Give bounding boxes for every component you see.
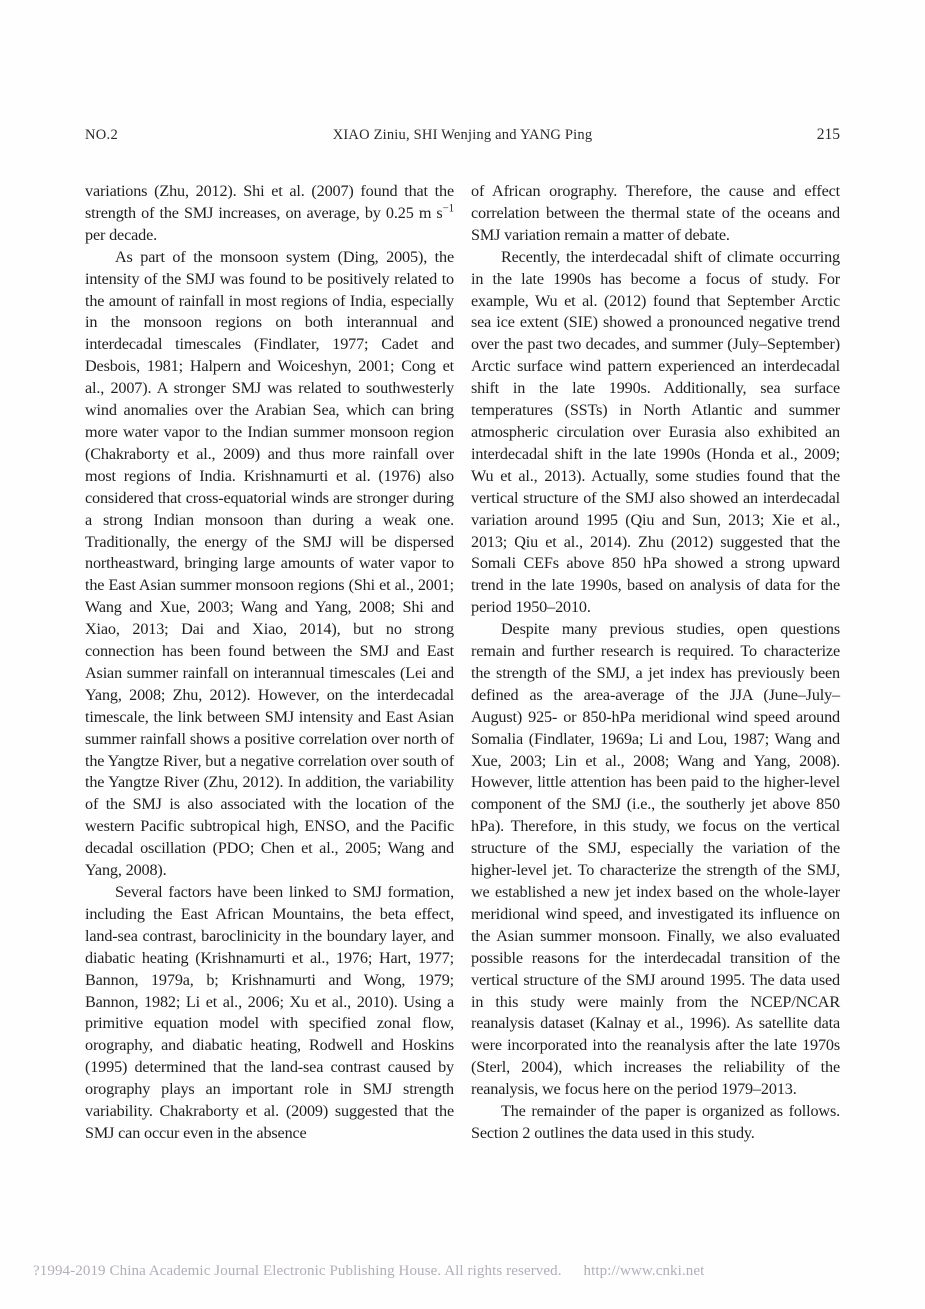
- paragraph: Recently, the interdecadal shift of climate occurring in the late 1990s has become a focus of study. For example, Wu et al. (2012) found that September Arctic sea ice extent (SIE) showed a pronounced negative trend over the past two decades, and summer (July–September) Arctic surface wind pattern experienced an interdecadal shift in the late 1990s. Additionally, sea surface temperatures (SSTs) in North Atlantic and summer atmospheric circulation over Eurasia also exhibited an interdecadal shift in the late 1990s (Honda et al., 2009; Wu et al., 2013). Actually, some studies found that the vertical structure of the SMJ also showed an interdecadal variation around 1995 (Qiu and Sun, 2013; Xie et al., 2013; Qiu et al., 2014). Zhu (2012) suggested that the Somali CEFs above 850 hPa showed a strong upward trend in the late 1990s, based on analysis of data for the period 1950–2010.: [471, 247, 840, 617]
- paragraph-continuation: [85, 181, 454, 247]
- paragraph-text: per decade.: [85, 225, 158, 244]
- paragraph: As part of the monsoon system (Ding, 2005), the intensity of the SMJ was found to be positively related to the amount of rainfall in most regions of India, especially in the monsoon regions on both interannual and interdecadal timescales (Findlater, 1977; Cadet and Desbois, 1981; Halpern and Woiceshyn, 2001; Cong et al., 2007). A stronger SMJ was related to southwesterly wind anomalies over the Arabian Sea, which can bring more water vapor to the Indian summer monsoon region (Chakraborty et al., 2009) and thus more rainfall over most regions of India. Krishnamurti et al. (1976) also considered that cross-equatorial winds are stronger during a strong Indian monsoon than during a weak one. Traditionally, the energy of the SMJ will be dispersed northeastward, bringing large amounts of water vapor to the East Asian summer monsoon regions (Shi et al., 2001; Wang and Xue, 2003; Wang and Yang, 2008; Shi and Xiao, 2013; Dai and Xiao, 2014), but no strong connection has been found between the SMJ and East Asian summer rainfall on interannual timescales (Lei and Yang, 2008; Zhu, 2012). However, on the interdecadal timescale, the link between SMJ intensity and East Asian summer rainfall shows a positive correlation over north of the Yangtze River, but a negative correlation over south of the Yangtze River (Zhu, 2012). In addition, the variability of the SMJ is also associated with the location of the western Pacific subtropical high, ENSO, and the Pacific decadal oscillation (PDO; Chen et al., 2005; Wang and Yang, 2008).: [85, 247, 454, 880]
- page-header: [85, 126, 840, 144]
- paragraph-text: variations (Zhu, 2012). Shi et al. (2007) found that the strength of the SMJ increases, on average, by 0.25 m s: [85, 182, 454, 222]
- copyright-notice: ?1994-2019 China Academic Journal Electronic Publishing House. All rights reserved.: [33, 1263, 562, 1279]
- paragraph: The remainder of the paper is organized as follows. Section 2 outlines the data used in this study.: [471, 1102, 840, 1142]
- page-footer: [33, 1263, 893, 1280]
- running-title: XIAO Ziniu, SHI Wenjing and YANG Ping: [332, 127, 593, 143]
- paragraph-continuation: of African orography. Therefore, the cause and effect correlation between the thermal state of the oceans and SMJ variation remain a matter of debate.: [471, 182, 840, 244]
- left-column: [85, 181, 454, 1145]
- journal-issue-label: NO.2: [85, 127, 119, 143]
- superscript-exponent: −1: [442, 202, 454, 215]
- page-number: 215: [816, 126, 840, 143]
- publisher-url: http://www.cnki.net: [583, 1263, 705, 1279]
- body-text-columns: [85, 181, 840, 1145]
- right-column: [471, 181, 840, 1145]
- paragraph: Despite many previous studies, open questions remain and further research is required. To characterize the strength of the SMJ, a jet index has previously been defined as the area-average of the JJA (June–July–August) 925- or 850-hPa meridional wind speed around Somalia (Findlater, 1969a; Li and Lou, 1987; Wang and Xue, 2003; Lin et al., 2008; Wang and Yang, 2008). However, little attention has been paid to the higher-level component of the SMJ (i.e., the southerly jet above 850 hPa). Therefore, in this study, we focus on the vertical structure of the SMJ, especially the variation of the higher-level jet. To characterize the strength of the SMJ, we established a new jet index based on the whole-layer meridional wind speed, and investigated its influence on the Asian summer monsoon. Finally, we also evaluated possible reasons for the interdecadal transition of the vertical structure of the SMJ around 1995. The data used in this study were mainly from the NCEP/NCAR reanalysis dataset (Kalnay et al., 1996). As satellite data were incorporated into the reanalysis after the late 1970s (Sterl, 2004), which increases the reliability of the reanalysis, we focus here on the period 1979–2013.: [471, 620, 840, 1099]
- paragraph: Several factors have been linked to SMJ formation, including the East African Mountains, the beta effect, land-sea contrast, baroclinicity in the boundary layer, and diabatic heating (Krishnamurti et al., 1976; Hart, 1977; Bannon, 1979a, b; Krishnamurti and Wong, 1979; Bannon, 1982; Li et al., 2006; Xu et al., 2010). Using a primitive equation model with specified zonal flow, orography, and diabatic heating, Rodwell and Hoskins (1995) determined that the land-sea contrast caused by orography plays an important role in SMJ strength variability. Chakraborty et al. (2009) suggested that the SMJ can occur even in the absence: [85, 883, 454, 1142]
